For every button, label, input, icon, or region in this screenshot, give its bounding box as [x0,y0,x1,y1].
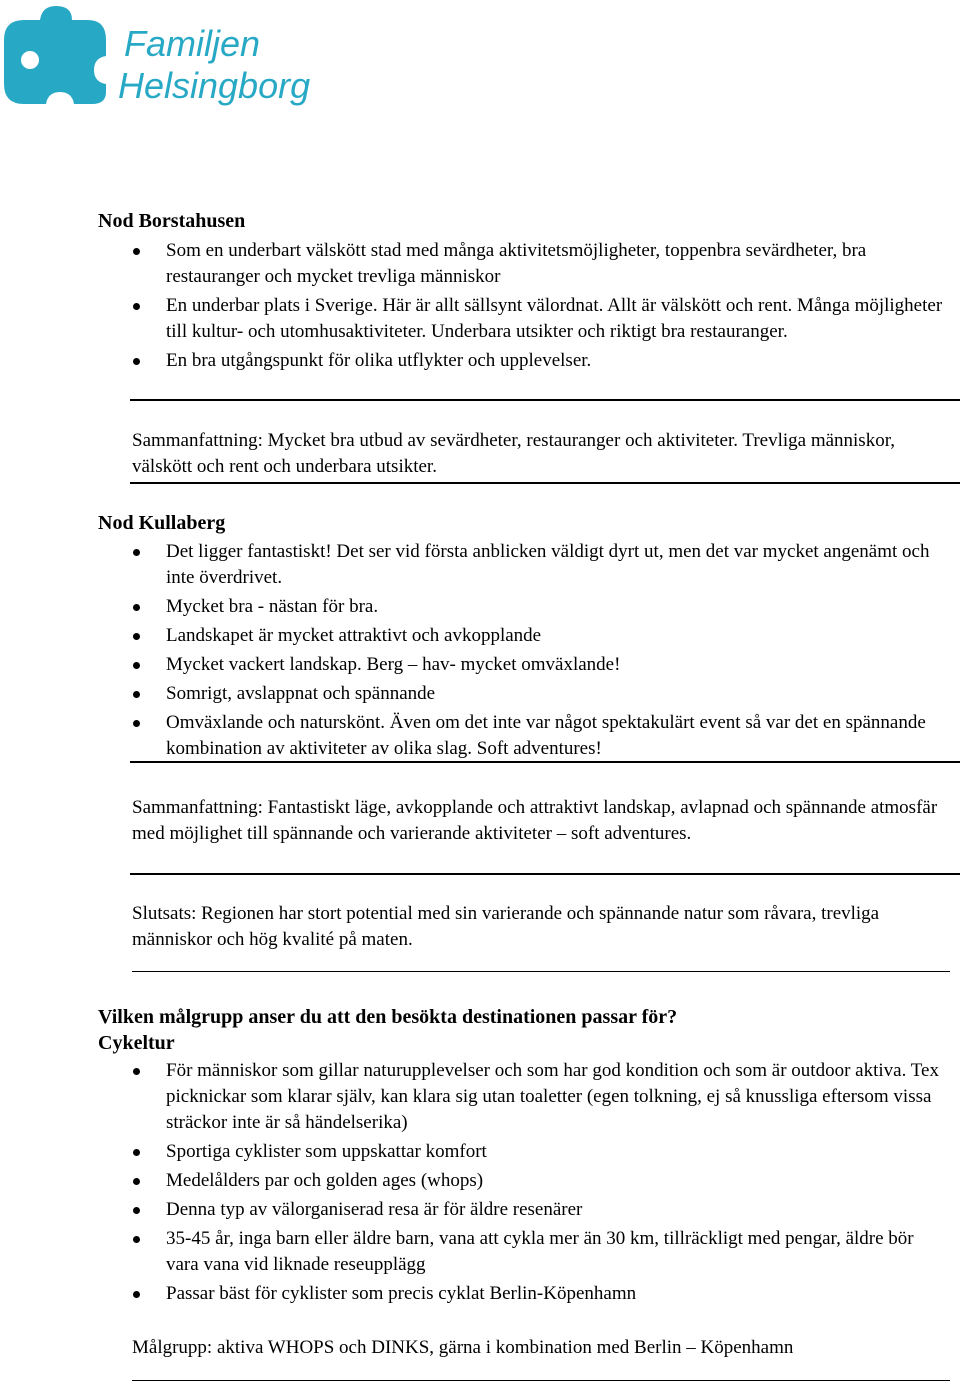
bullet-icon [133,248,140,255]
list-item: Medelålders par och golden ages (whops) [130,1168,950,1194]
list-item: En bra utgångspunkt för olika utflykter och upplevelser. [130,348,950,374]
logo-text-familjen: Familjen [124,23,261,64]
list-item: Mycket vackert landskap. Berg – hav- mycket omväxlande! [130,652,950,678]
target-group-question: Vilken målgrupp anser du att den besökta destinationen passar för? [98,1006,678,1028]
list-item: Passar bäst för cyklister som precis cyklat Berlin-Köpenhamn [130,1281,950,1307]
list-item: Sportiga cyklister som uppskattar komfort [130,1139,950,1165]
bullet-icon [133,1207,140,1214]
bullet-icon [133,604,140,611]
list-item: En underbar plats i Sverige. Här är allt sällsynt välordnat. Allt är välskött och rent. Många möjligheter till kultur- och utomhusaktiviteter. Underbara utsikter och riktigt bra restauranger. [130,293,950,345]
puzzle-mark-icon [4,6,106,104]
bullet-icon [133,662,140,669]
divider [130,482,960,484]
bullet-list-borstahusen [130,238,950,377]
bullet-icon [133,1291,140,1298]
bullet-icon [133,358,140,365]
heading-kullaberg: Nod Kullaberg [98,512,226,534]
bullet-icon [133,303,140,310]
bullet-icon [133,1236,140,1243]
conclusion-text: Slutsats: Regionen har stort potential med sin varierande och spännande natur som råvara, trevliga människor och hög kvalité på maten. [132,903,880,950]
summary-borstahusen: Sammanfattning: Mycket bra utbud av sevärdheter, restauranger och aktiviteter. Trevliga människor, välskött och rent och underbara utsikter. [132,430,896,477]
logo-text-helsingborg: Helsingborg [118,65,311,106]
list-item: Omväxlande och naturskönt. Även om det inte var något spektakulärt event så var det en spännande kombination av aktiviteter av olika slag. Soft adventures! [130,710,950,762]
list-item: Somrigt, avslappnat och spännande [130,681,950,707]
summary-kullaberg: Sammanfattning: Fantastiskt läge, avkopplande och attraktivt landskap, avlapnad och spännande atmosfär med möjlighet till spännande och varierande aktiviteter – soft adventures. [132,797,938,844]
list-item: 35-45 år, inga barn eller äldre barn, vana att cykla mer än 30 km, tillräckligt med pengar, äldre bör vara vana vid liknade reseupplägg [130,1226,950,1278]
list-item: Som en underbart välskött stad med många aktivitetsmöjligheter, toppenbra sevärdheter, bra restauranger och mycket trevliga människor [130,238,950,290]
bullet-icon [133,633,140,640]
bullet-icon [133,1149,140,1156]
heading-cykeltur: Cykeltur [98,1032,175,1054]
heading-borstahusen: Nod Borstahusen [98,210,246,232]
bullet-list-kullaberg [130,539,950,765]
list-item: För människor som gillar naturupplevelser och som har god kondition och som är outdoor aktiva. Tex picknickar som klarar själv, kan klara sig utan toaletter (egen tolkning, ej så knussliga eftersom vissa sträckor inte är så händelserika) [130,1058,950,1136]
list-item: Denna typ av välorganiserad resa är för äldre resenärer [130,1197,950,1223]
familjen-helsingborg-logo [0,0,320,120]
divider [132,1380,950,1381]
list-item: Det ligger fantastiskt! Det ser vid första anblicken väldigt dyrt ut, men det var mycket angenämt och inte överdrivet. [130,539,950,591]
list-item: Landskapet är mycket attraktivt och avkopplande [130,623,950,649]
bullet-icon [133,720,140,727]
divider [130,761,960,763]
target-group-summary: Målgrupp: aktiva WHOPS och DINKS, gärna i kombination med Berlin – Köpenhamn [132,1337,794,1358]
bullet-list-cykeltur [130,1058,950,1310]
bullet-icon [133,1178,140,1185]
divider [130,399,960,401]
bullet-icon [133,691,140,698]
divider [132,971,950,972]
list-item: Mycket bra - nästan för bra. [130,594,950,620]
bullet-icon [133,549,140,556]
divider [130,873,960,875]
bullet-icon [133,1068,140,1075]
